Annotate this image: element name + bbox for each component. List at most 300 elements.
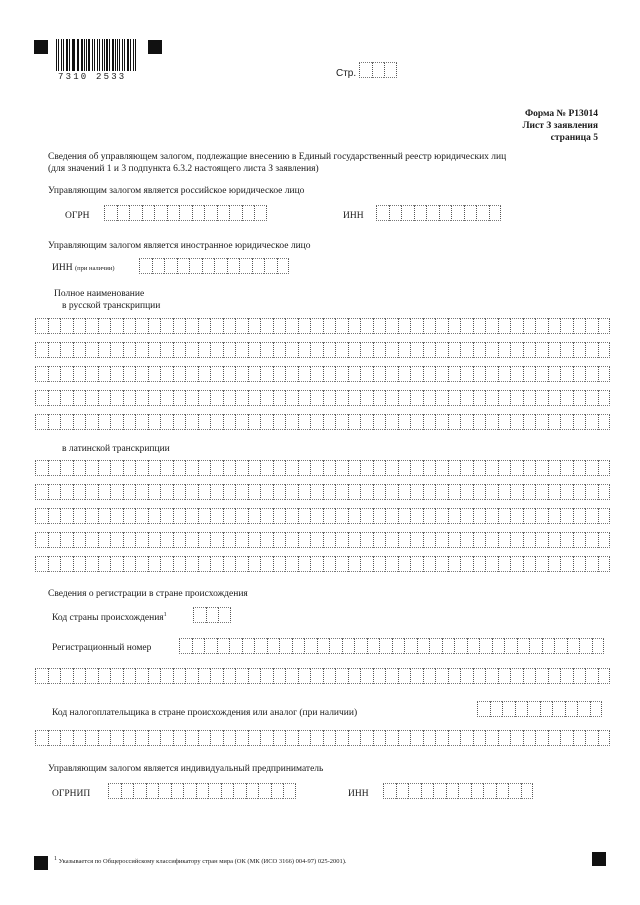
input-cell[interactable] (48, 484, 61, 500)
input-cell[interactable] (273, 484, 286, 500)
input-cell[interactable] (185, 508, 198, 524)
input-cell[interactable] (310, 730, 323, 746)
input-cell[interactable] (260, 556, 273, 572)
input-cell[interactable] (248, 366, 261, 382)
input-cell[interactable] (198, 508, 211, 524)
input-cell[interactable] (585, 668, 598, 684)
input-cell[interactable] (529, 638, 542, 654)
input-cell[interactable] (485, 556, 498, 572)
latin-name-row-4[interactable] (35, 532, 610, 548)
input-cell[interactable] (48, 556, 61, 572)
input-cell[interactable] (298, 414, 311, 430)
input-cell[interactable] (498, 730, 511, 746)
input-cell[interactable] (398, 342, 411, 358)
input-cell[interactable] (85, 366, 98, 382)
input-cell[interactable] (360, 532, 373, 548)
input-cell[interactable] (435, 730, 448, 746)
input-cell[interactable] (510, 508, 523, 524)
input-cell[interactable] (235, 668, 248, 684)
input-cell[interactable] (510, 730, 523, 746)
input-cell[interactable] (198, 484, 211, 500)
input-cell[interactable] (223, 730, 236, 746)
input-cell[interactable] (273, 342, 286, 358)
input-cell[interactable] (185, 484, 198, 500)
input-cell[interactable] (73, 390, 86, 406)
input-cell[interactable] (535, 318, 548, 334)
input-cell[interactable] (348, 366, 361, 382)
input-cell[interactable] (285, 556, 298, 572)
input-cell[interactable] (504, 638, 517, 654)
input-cell[interactable] (398, 508, 411, 524)
input-cell[interactable] (548, 390, 561, 406)
input-cell[interactable] (148, 484, 161, 500)
input-cell[interactable] (396, 783, 409, 799)
input-cell[interactable] (210, 484, 223, 500)
input-cell[interactable] (60, 556, 73, 572)
input-cell[interactable] (510, 460, 523, 476)
input-cell[interactable] (98, 390, 111, 406)
input-cell[interactable] (98, 460, 111, 476)
input-cell[interactable] (223, 668, 236, 684)
input-cell[interactable] (123, 556, 136, 572)
input-cell[interactable] (385, 508, 398, 524)
input-cell[interactable] (223, 556, 236, 572)
input-cell[interactable] (110, 484, 123, 500)
input-cell[interactable] (421, 783, 434, 799)
input-cell[interactable] (223, 460, 236, 476)
input-cell[interactable] (260, 532, 273, 548)
input-cell[interactable] (196, 783, 209, 799)
input-cell[interactable] (460, 390, 473, 406)
input-cell[interactable] (123, 730, 136, 746)
input-cell[interactable] (173, 532, 186, 548)
input-cell[interactable] (573, 318, 586, 334)
input-cell[interactable] (48, 342, 61, 358)
input-cell[interactable] (135, 668, 148, 684)
input-cell[interactable] (60, 318, 73, 334)
input-cell[interactable] (498, 342, 511, 358)
latin-name-row-1[interactable] (35, 460, 610, 476)
input-cell[interactable] (139, 258, 152, 274)
input-cell[interactable] (173, 366, 186, 382)
input-cell[interactable] (485, 508, 498, 524)
input-cell[interactable] (185, 556, 198, 572)
input-cell[interactable] (323, 366, 336, 382)
input-cell[interactable] (160, 532, 173, 548)
entrepreneur-inn-input[interactable] (383, 783, 533, 799)
input-cell[interactable] (423, 532, 436, 548)
input-cell[interactable] (598, 508, 611, 524)
input-cell[interactable] (123, 318, 136, 334)
input-cell[interactable] (510, 414, 523, 430)
input-cell[interactable] (310, 668, 323, 684)
input-cell[interactable] (585, 556, 598, 572)
input-cell[interactable] (185, 366, 198, 382)
input-cell[interactable] (85, 342, 98, 358)
input-cell[interactable] (573, 532, 586, 548)
input-cell[interactable] (148, 414, 161, 430)
input-cell[interactable] (348, 508, 361, 524)
input-cell[interactable] (123, 508, 136, 524)
input-cell[interactable] (285, 730, 298, 746)
input-cell[interactable] (110, 730, 123, 746)
input-cell[interactable] (246, 783, 259, 799)
input-cell[interactable] (410, 414, 423, 430)
input-cell[interactable] (335, 730, 348, 746)
input-cell[interactable] (110, 414, 123, 430)
input-cell[interactable] (135, 390, 148, 406)
input-cell[interactable] (185, 390, 198, 406)
input-cell[interactable] (473, 390, 486, 406)
input-cell[interactable] (123, 342, 136, 358)
input-cell[interactable] (354, 638, 367, 654)
input-cell[interactable] (367, 638, 380, 654)
input-cell[interactable] (498, 508, 511, 524)
input-cell[interactable] (442, 638, 455, 654)
input-cell[interactable] (160, 730, 173, 746)
input-cell[interactable] (423, 342, 436, 358)
input-cell[interactable] (110, 556, 123, 572)
input-cell[interactable] (535, 730, 548, 746)
input-cell[interactable] (460, 318, 473, 334)
input-cell[interactable] (154, 205, 167, 221)
input-cell[interactable] (398, 390, 411, 406)
input-cell[interactable] (389, 205, 402, 221)
input-cell[interactable] (585, 414, 598, 430)
input-cell[interactable] (410, 342, 423, 358)
input-cell[interactable] (60, 668, 73, 684)
input-cell[interactable] (560, 532, 573, 548)
input-cell[interactable] (223, 532, 236, 548)
input-cell[interactable] (598, 668, 611, 684)
input-cell[interactable] (567, 638, 580, 654)
input-cell[interactable] (273, 532, 286, 548)
input-cell[interactable] (173, 508, 186, 524)
input-cell[interactable] (148, 460, 161, 476)
input-cell[interactable] (360, 484, 373, 500)
input-cell[interactable] (135, 730, 148, 746)
input-cell[interactable] (173, 390, 186, 406)
input-cell[interactable] (448, 342, 461, 358)
input-cell[interactable] (485, 730, 498, 746)
input-cell[interactable] (285, 460, 298, 476)
input-cell[interactable] (135, 460, 148, 476)
input-cell[interactable] (379, 638, 392, 654)
input-cell[interactable] (135, 318, 148, 334)
input-cell[interactable] (252, 258, 265, 274)
input-cell[interactable] (323, 508, 336, 524)
input-cell[interactable] (135, 366, 148, 382)
input-cell[interactable] (585, 318, 598, 334)
input-cell[interactable] (598, 318, 611, 334)
input-cell[interactable] (560, 556, 573, 572)
reg-number-row-2[interactable] (35, 668, 610, 684)
input-cell[interactable] (304, 638, 317, 654)
input-cell[interactable] (548, 532, 561, 548)
input-cell[interactable] (310, 556, 323, 572)
input-cell[interactable] (473, 508, 486, 524)
input-cell[interactable] (523, 342, 536, 358)
input-cell[interactable] (435, 318, 448, 334)
input-cell[interactable] (160, 366, 173, 382)
input-cell[interactable] (277, 258, 290, 274)
input-cell[interactable] (123, 484, 136, 500)
input-cell[interactable] (398, 556, 411, 572)
input-cell[interactable] (171, 783, 184, 799)
input-cell[interactable] (110, 390, 123, 406)
input-cell[interactable] (565, 701, 578, 717)
input-cell[interactable] (535, 484, 548, 500)
input-cell[interactable] (521, 783, 534, 799)
page-number-cells[interactable] (359, 62, 397, 78)
input-cell[interactable] (285, 484, 298, 500)
input-cell[interactable] (392, 638, 405, 654)
input-cell[interactable] (310, 318, 323, 334)
input-cell[interactable] (460, 366, 473, 382)
input-cell[interactable] (104, 205, 117, 221)
input-cell[interactable] (598, 730, 611, 746)
input-cell[interactable] (248, 730, 261, 746)
input-cell[interactable] (410, 508, 423, 524)
input-cell[interactable] (146, 783, 159, 799)
input-cell[interactable] (173, 484, 186, 500)
input-cell[interactable] (160, 390, 173, 406)
input-cell[interactable] (98, 668, 111, 684)
input-cell[interactable] (510, 390, 523, 406)
input-cell[interactable] (460, 460, 473, 476)
input-cell[interactable] (373, 668, 386, 684)
input-cell[interactable] (435, 508, 448, 524)
input-cell[interactable] (385, 532, 398, 548)
input-cell[interactable] (260, 366, 273, 382)
input-cell[interactable] (485, 532, 498, 548)
input-cell[interactable] (323, 532, 336, 548)
input-cell[interactable] (60, 342, 73, 358)
input-cell[interactable] (548, 668, 561, 684)
input-cell[interactable] (598, 366, 611, 382)
input-cell[interactable] (198, 460, 211, 476)
input-cell[interactable] (585, 508, 598, 524)
input-cell[interactable] (217, 638, 230, 654)
input-cell[interactable] (385, 556, 398, 572)
inn-input[interactable] (376, 205, 501, 221)
input-cell[interactable] (98, 342, 111, 358)
input-cell[interactable] (35, 668, 48, 684)
input-cell[interactable] (517, 638, 530, 654)
input-cell[interactable] (123, 668, 136, 684)
input-cell[interactable] (496, 783, 509, 799)
input-cell[interactable] (273, 366, 286, 382)
input-cell[interactable] (48, 318, 61, 334)
input-cell[interactable] (310, 414, 323, 430)
input-cell[interactable] (535, 342, 548, 358)
input-cell[interactable] (235, 318, 248, 334)
input-cell[interactable] (285, 668, 298, 684)
input-cell[interactable] (433, 783, 446, 799)
input-cell[interactable] (585, 460, 598, 476)
input-cell[interactable] (423, 556, 436, 572)
input-cell[interactable] (192, 205, 205, 221)
input-cell[interactable] (548, 414, 561, 430)
input-cell[interactable] (335, 366, 348, 382)
russian-name-row-3[interactable] (35, 366, 610, 382)
input-cell[interactable] (410, 460, 423, 476)
input-cell[interactable] (348, 390, 361, 406)
input-cell[interactable] (479, 638, 492, 654)
input-cell[interactable] (298, 318, 311, 334)
input-cell[interactable] (560, 484, 573, 500)
input-cell[interactable] (429, 638, 442, 654)
input-cell[interactable] (298, 730, 311, 746)
latin-name-row-3[interactable] (35, 508, 610, 524)
input-cell[interactable] (489, 205, 502, 221)
input-cell[interactable] (598, 414, 611, 430)
input-cell[interactable] (492, 638, 505, 654)
input-cell[interactable] (323, 556, 336, 572)
input-cell[interactable] (298, 460, 311, 476)
input-cell[interactable] (110, 366, 123, 382)
input-cell[interactable] (85, 730, 98, 746)
input-cell[interactable] (598, 460, 611, 476)
input-cell[interactable] (510, 318, 523, 334)
input-cell[interactable] (473, 318, 486, 334)
input-cell[interactable] (73, 668, 86, 684)
input-cell[interactable] (217, 205, 230, 221)
input-cell[interactable] (273, 508, 286, 524)
input-cell[interactable] (329, 638, 342, 654)
input-cell[interactable] (448, 556, 461, 572)
input-cell[interactable] (460, 532, 473, 548)
input-cell[interactable] (73, 532, 86, 548)
input-cell[interactable] (423, 390, 436, 406)
input-cell[interactable] (160, 556, 173, 572)
input-cell[interactable] (435, 556, 448, 572)
input-cell[interactable] (426, 205, 439, 221)
input-cell[interactable] (573, 342, 586, 358)
input-cell[interactable] (310, 508, 323, 524)
input-cell[interactable] (148, 318, 161, 334)
input-cell[interactable] (110, 668, 123, 684)
input-cell[interactable] (248, 342, 261, 358)
input-cell[interactable] (359, 62, 372, 78)
input-cell[interactable] (598, 390, 611, 406)
input-cell[interactable] (404, 638, 417, 654)
input-cell[interactable] (446, 783, 459, 799)
input-cell[interactable] (560, 508, 573, 524)
input-cell[interactable] (573, 668, 586, 684)
input-cell[interactable] (73, 730, 86, 746)
input-cell[interactable] (540, 701, 553, 717)
input-cell[interactable] (310, 390, 323, 406)
input-cell[interactable] (210, 342, 223, 358)
input-cell[interactable] (233, 783, 246, 799)
input-cell[interactable] (535, 366, 548, 382)
input-cell[interactable] (108, 783, 121, 799)
input-cell[interactable] (464, 205, 477, 221)
input-cell[interactable] (85, 414, 98, 430)
input-cell[interactable] (298, 342, 311, 358)
input-cell[interactable] (167, 205, 180, 221)
reg-number-row-1[interactable] (179, 638, 604, 654)
input-cell[interactable] (35, 532, 48, 548)
input-cell[interactable] (398, 484, 411, 500)
input-cell[interactable] (210, 668, 223, 684)
input-cell[interactable] (398, 366, 411, 382)
input-cell[interactable] (577, 701, 590, 717)
input-cell[interactable] (235, 414, 248, 430)
input-cell[interactable] (385, 342, 398, 358)
input-cell[interactable] (523, 532, 536, 548)
input-cell[interactable] (473, 668, 486, 684)
input-cell[interactable] (348, 460, 361, 476)
input-cell[interactable] (448, 414, 461, 430)
input-cell[interactable] (35, 556, 48, 572)
input-cell[interactable] (179, 205, 192, 221)
input-cell[interactable] (242, 205, 255, 221)
input-cell[interactable] (523, 390, 536, 406)
input-cell[interactable] (273, 668, 286, 684)
input-cell[interactable] (173, 342, 186, 358)
input-cell[interactable] (85, 390, 98, 406)
input-cell[interactable] (273, 730, 286, 746)
input-cell[interactable] (410, 366, 423, 382)
input-cell[interactable] (460, 414, 473, 430)
input-cell[interactable] (210, 460, 223, 476)
input-cell[interactable] (360, 390, 373, 406)
input-cell[interactable] (323, 390, 336, 406)
input-cell[interactable] (198, 730, 211, 746)
input-cell[interactable] (435, 342, 448, 358)
input-cell[interactable] (323, 730, 336, 746)
input-cell[interactable] (348, 414, 361, 430)
input-cell[interactable] (373, 508, 386, 524)
input-cell[interactable] (560, 668, 573, 684)
input-cell[interactable] (435, 668, 448, 684)
input-cell[interactable] (523, 730, 536, 746)
input-cell[interactable] (48, 460, 61, 476)
input-cell[interactable] (585, 730, 598, 746)
input-cell[interactable] (214, 258, 227, 274)
input-cell[interactable] (573, 460, 586, 476)
input-cell[interactable] (473, 366, 486, 382)
input-cell[interactable] (183, 783, 196, 799)
input-cell[interactable] (310, 342, 323, 358)
russian-name-row-1[interactable] (35, 318, 610, 334)
input-cell[interactable] (48, 532, 61, 548)
input-cell[interactable] (473, 532, 486, 548)
input-cell[interactable] (335, 508, 348, 524)
input-cell[interactable] (35, 342, 48, 358)
input-cell[interactable] (373, 318, 386, 334)
input-cell[interactable] (408, 783, 421, 799)
input-cell[interactable] (110, 460, 123, 476)
input-cell[interactable] (448, 668, 461, 684)
russian-name-row-5[interactable] (35, 414, 610, 430)
input-cell[interactable] (573, 730, 586, 746)
input-cell[interactable] (73, 508, 86, 524)
input-cell[interactable] (160, 318, 173, 334)
input-cell[interactable] (60, 508, 73, 524)
input-cell[interactable] (110, 342, 123, 358)
input-cell[interactable] (248, 460, 261, 476)
input-cell[interactable] (473, 556, 486, 572)
input-cell[interactable] (423, 460, 436, 476)
input-cell[interactable] (164, 258, 177, 274)
input-cell[interactable] (410, 556, 423, 572)
input-cell[interactable] (423, 508, 436, 524)
input-cell[interactable] (110, 508, 123, 524)
input-cell[interactable] (254, 205, 267, 221)
